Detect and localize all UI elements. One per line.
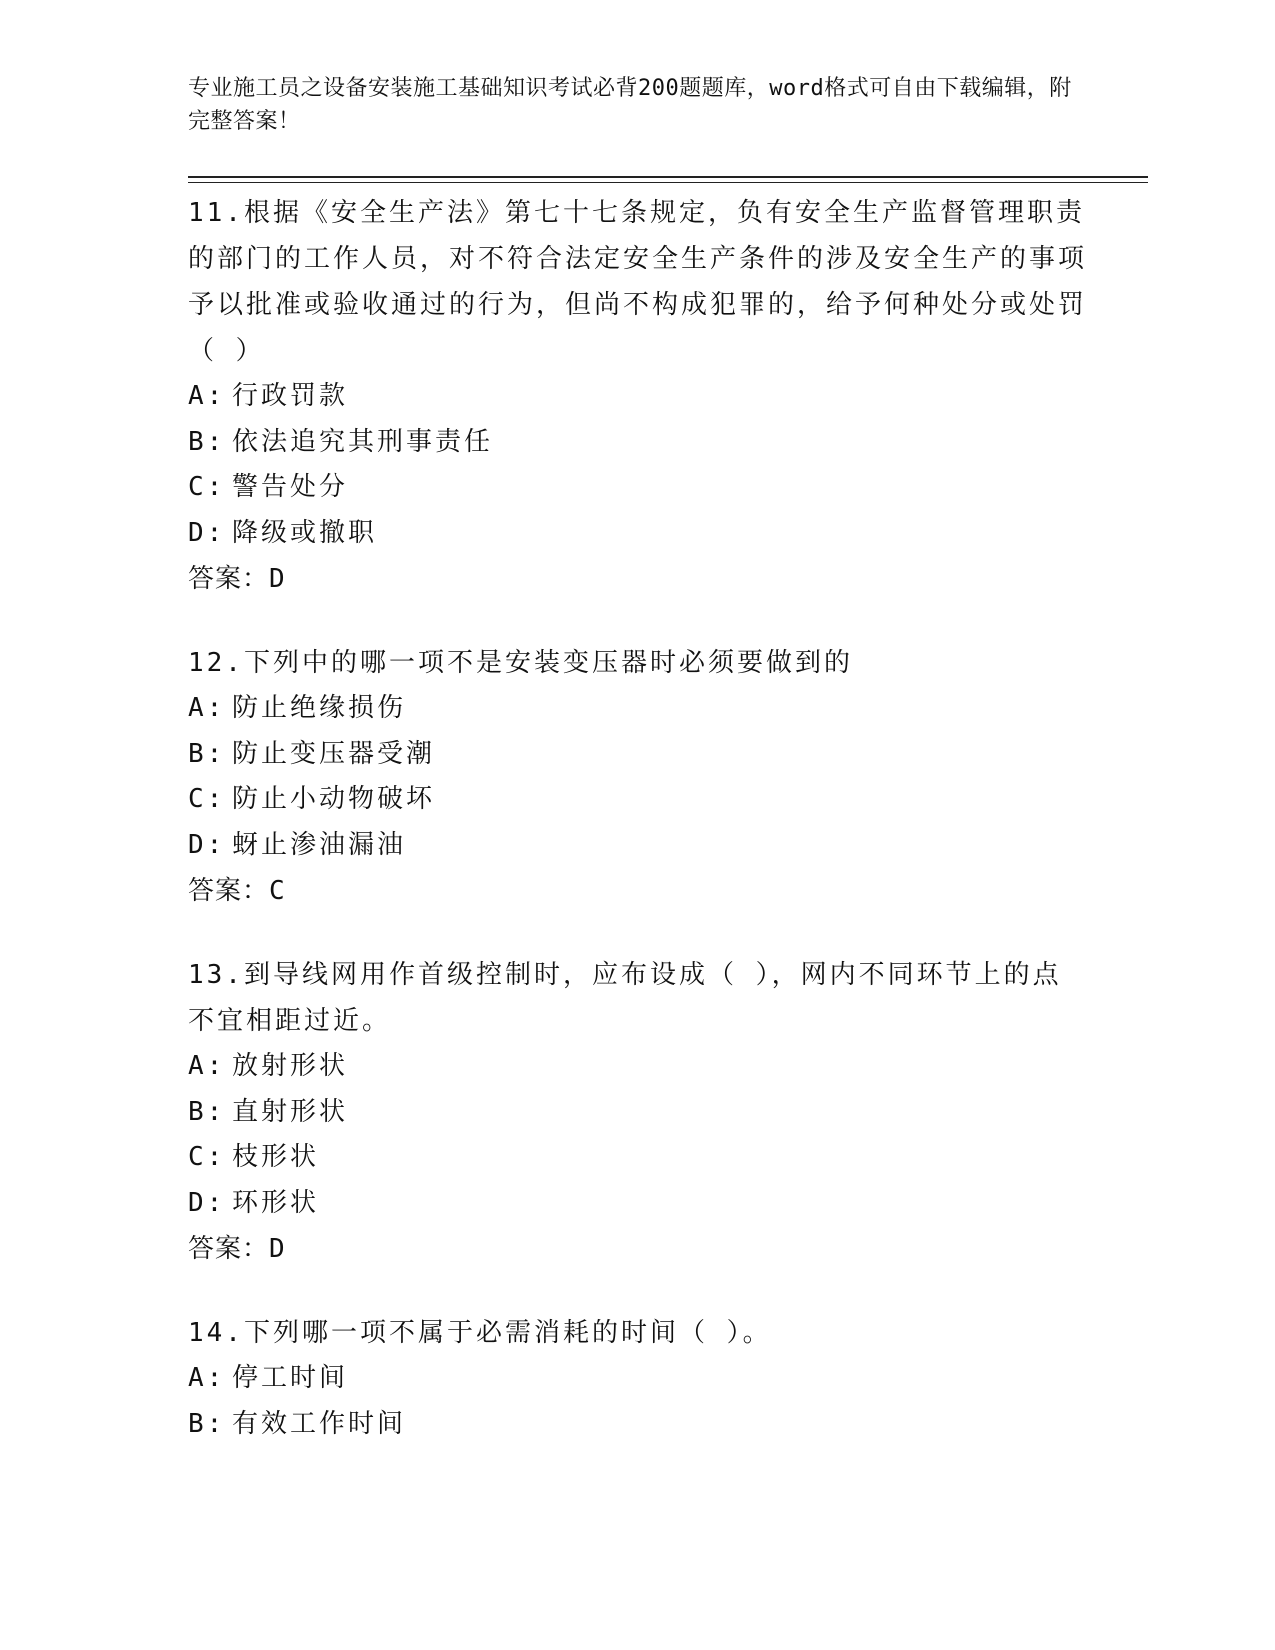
answer-label: 答案： <box>188 564 270 594</box>
question-13 <box>188 952 1088 1272</box>
option-text: 防止绝缘损伤 <box>232 693 407 723</box>
option-letter: B: <box>188 738 226 769</box>
answer-value: D <box>269 1234 286 1264</box>
question-stem: 11.根据《安全生产法》第七十七条规定，负有安全生产监督管理职责的部门的工作人员，对不符合法定安全生产条件的涉及安全生产的事项予以批准或验收通过的行为，但尚不构成犯罪的，给予何种处分或处罚（ ） <box>188 198 1088 366</box>
option-c <box>188 777 1088 823</box>
option-letter: B: <box>188 1096 226 1127</box>
option-a <box>188 1044 1088 1090</box>
option-letter: C: <box>188 472 226 502</box>
question-12 <box>188 640 1088 914</box>
option-d <box>188 1181 1088 1227</box>
option-b <box>188 732 1088 778</box>
header-divider-thin <box>188 182 1148 183</box>
answer-label: 答案： <box>188 876 270 906</box>
question-14 <box>188 1310 1088 1447</box>
question-stem: 14.下列哪一项不属于必需消耗的时间（ ）。 <box>188 1318 772 1348</box>
option-text: 警告处分 <box>232 472 349 502</box>
option-text: 有效工作时间 <box>232 1408 407 1439</box>
option-letter: A: <box>188 381 226 411</box>
answer-value: C <box>269 876 286 906</box>
option-c <box>188 1135 1088 1181</box>
option-b <box>188 420 1088 466</box>
option-text: 行政罚款 <box>232 381 349 411</box>
option-letter: D: <box>188 829 226 860</box>
option-a <box>188 686 1088 732</box>
option-letter: C: <box>188 1142 226 1172</box>
option-text: 防止变压器受潮 <box>232 738 436 769</box>
option-b <box>188 1402 1088 1448</box>
option-letter: B: <box>188 426 226 457</box>
answer-label: 答案： <box>188 1234 270 1264</box>
option-letter: B: <box>188 1408 226 1439</box>
option-letter: A: <box>188 1051 226 1081</box>
option-b <box>188 1090 1088 1136</box>
option-text: 枝形状 <box>232 1142 320 1172</box>
option-text: 依法追究其刑事责任 <box>232 426 494 457</box>
option-letter: A: <box>188 693 226 723</box>
question-11 <box>188 190 1088 602</box>
option-text: 停工时间 <box>232 1363 349 1393</box>
answer-value: D <box>269 564 286 594</box>
option-d <box>188 511 1088 557</box>
answer-line <box>188 868 1088 914</box>
question-stem: 12.下列中的哪一项不是安装变压器时必须要做到的 <box>188 648 853 678</box>
option-d <box>188 823 1088 869</box>
option-letter: D: <box>188 517 226 548</box>
option-letter: C: <box>188 784 226 814</box>
document-header: 专业施工员之设备安装施工基础知识考试必背200题题库，word格式可自由下载编辑，附完整答案！ <box>188 76 1072 134</box>
answer-line <box>188 556 1088 602</box>
option-text: 降级或撤职 <box>232 517 378 548</box>
option-a <box>188 1356 1088 1402</box>
question-list <box>188 190 1088 1485</box>
option-c <box>188 465 1088 511</box>
header-divider-thick <box>188 176 1148 178</box>
option-text: 环形状 <box>232 1187 320 1218</box>
option-text: 蚜止渗油漏油 <box>232 829 407 860</box>
answer-line <box>188 1226 1088 1272</box>
option-text: 直射形状 <box>232 1096 349 1127</box>
option-letter: A: <box>188 1363 226 1393</box>
option-a <box>188 374 1088 420</box>
option-letter: D: <box>188 1187 226 1218</box>
option-text: 放射形状 <box>232 1051 349 1081</box>
question-stem: 13.到导线网用作首级控制时，应布设成（ ），网内不同环节上的点不宜相距过近。 <box>188 960 1062 1036</box>
option-text: 防止小动物破坏 <box>232 784 436 814</box>
